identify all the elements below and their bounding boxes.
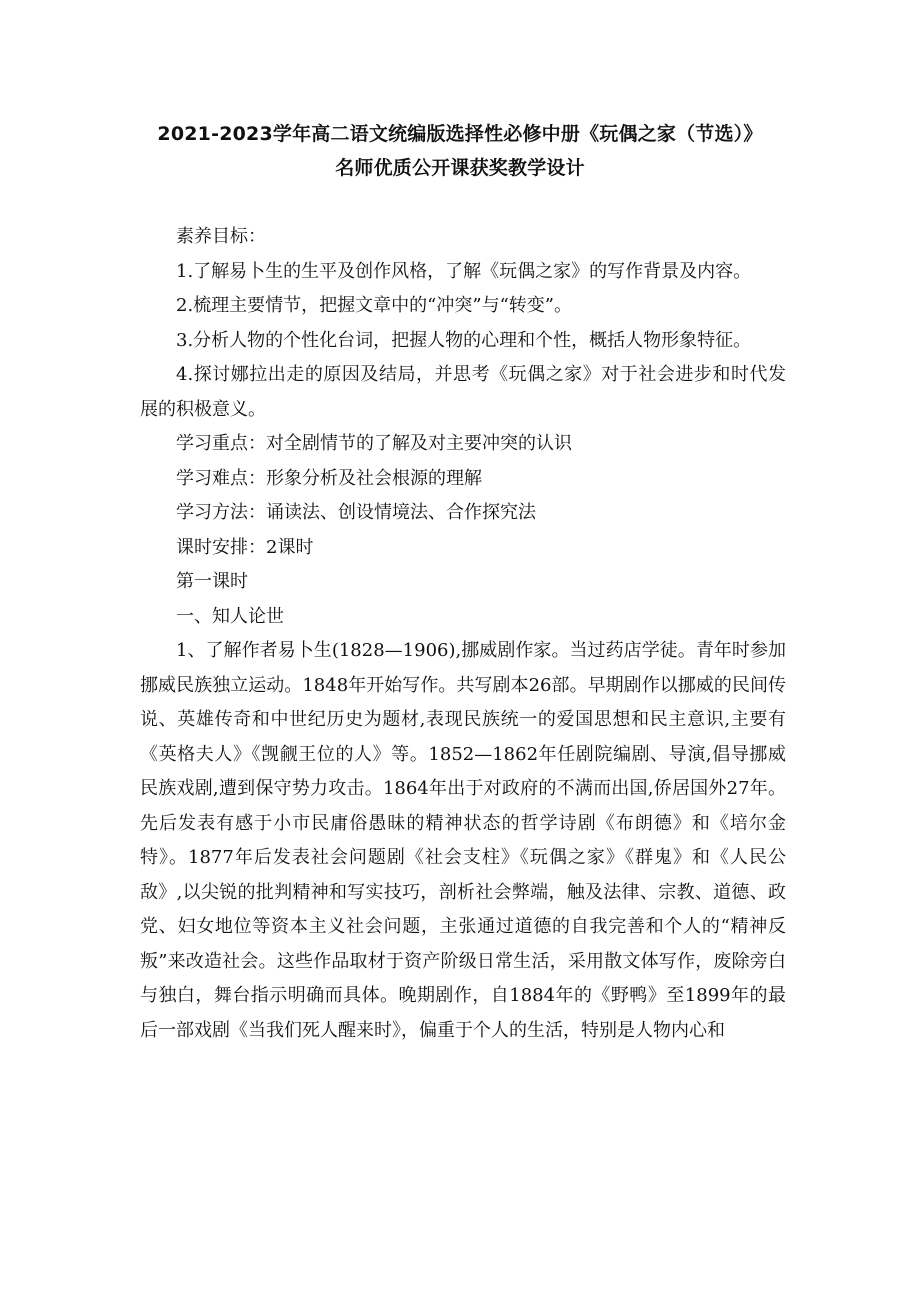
section-label-objectives: 素养目标： xyxy=(176,226,266,247)
objective-4: 4.探讨娜拉出走的原因及结局，并思考《玩偶之家》对于社会进步和时代发展的积极意义。 xyxy=(140,364,786,420)
section-heading: 一、知人论世 xyxy=(176,605,284,627)
lesson-heading: 第一课时 xyxy=(176,571,248,592)
author-paragraph: 1、了解作者易卜生(1828—1906),挪威剧作家。当过药店学徒。青年时参加挪威民族独立运动。1848年开始写作。共写剧本26部。早期剧作以挪威的民间传说、英雄传奇和中世纪历史为题材,表现民族统一的爱国思想和民主意识,主要有《英格夫人》《觊觎王位的人》等。1852—1862年任剧院编剧、导演,倡导挪威民族戏剧,遭到保守势力攻击。1864年出于对政府的不满而出国,侨居国外27年。先后发表有感于小市民庸俗愚昧的精神状态的哲学诗剧《布朗德》和《培尔金特》。1877年后发表社会问题剧《社会支柱》《玩偶之家》《群鬼》和《人民公敌》,以尖锐的批判精神和写实技巧，剖析社会弊端，触及法律、宗教、道德、政党、妇女地位等资本主义社会问题，主张通过道德的自我完善和个人的“精神反叛”来改造社会。这些作品取材于资产阶级日常生活，采用散文体写作，废除旁白与独白，舞台指示明确而具体。晚期剧作，自1884年的《野鸭》至1899年的最后一部戏剧《当我们死人醒来时》，偏重于个人的生活，特别是人物内心和 xyxy=(140,640,786,1041)
key-point: 学习重点：对全剧情节的了解及对主要冲突的认识 xyxy=(176,433,572,454)
document-body xyxy=(140,220,786,1048)
objective-3: 3.分析人物的个性化台词，把握人物的心理和个性，概括人物形象特征。 xyxy=(176,329,752,351)
objective-1: 1.了解易卜生的生平及创作风格，了解《玩偶之家》的写作背景及内容。 xyxy=(176,260,752,282)
learning-method: 学习方法：诵读法、创设情境法、合作探究法 xyxy=(176,502,536,523)
title-line-1: 2021-2023学年高二语文统编版选择性必修中册《玩偶之家（节选）》 xyxy=(157,123,763,145)
difficult-point: 学习难点：形象分析及社会根源的理解 xyxy=(176,467,482,489)
class-schedule: 课时安排：2课时 xyxy=(176,536,314,558)
document-title xyxy=(120,117,800,185)
title-line-2: 名师优质公开课获奖教学设计 xyxy=(335,157,585,179)
objective-2: 2.梳理主要情节，把握文章中的“冲突”与“转变”。 xyxy=(176,295,572,316)
